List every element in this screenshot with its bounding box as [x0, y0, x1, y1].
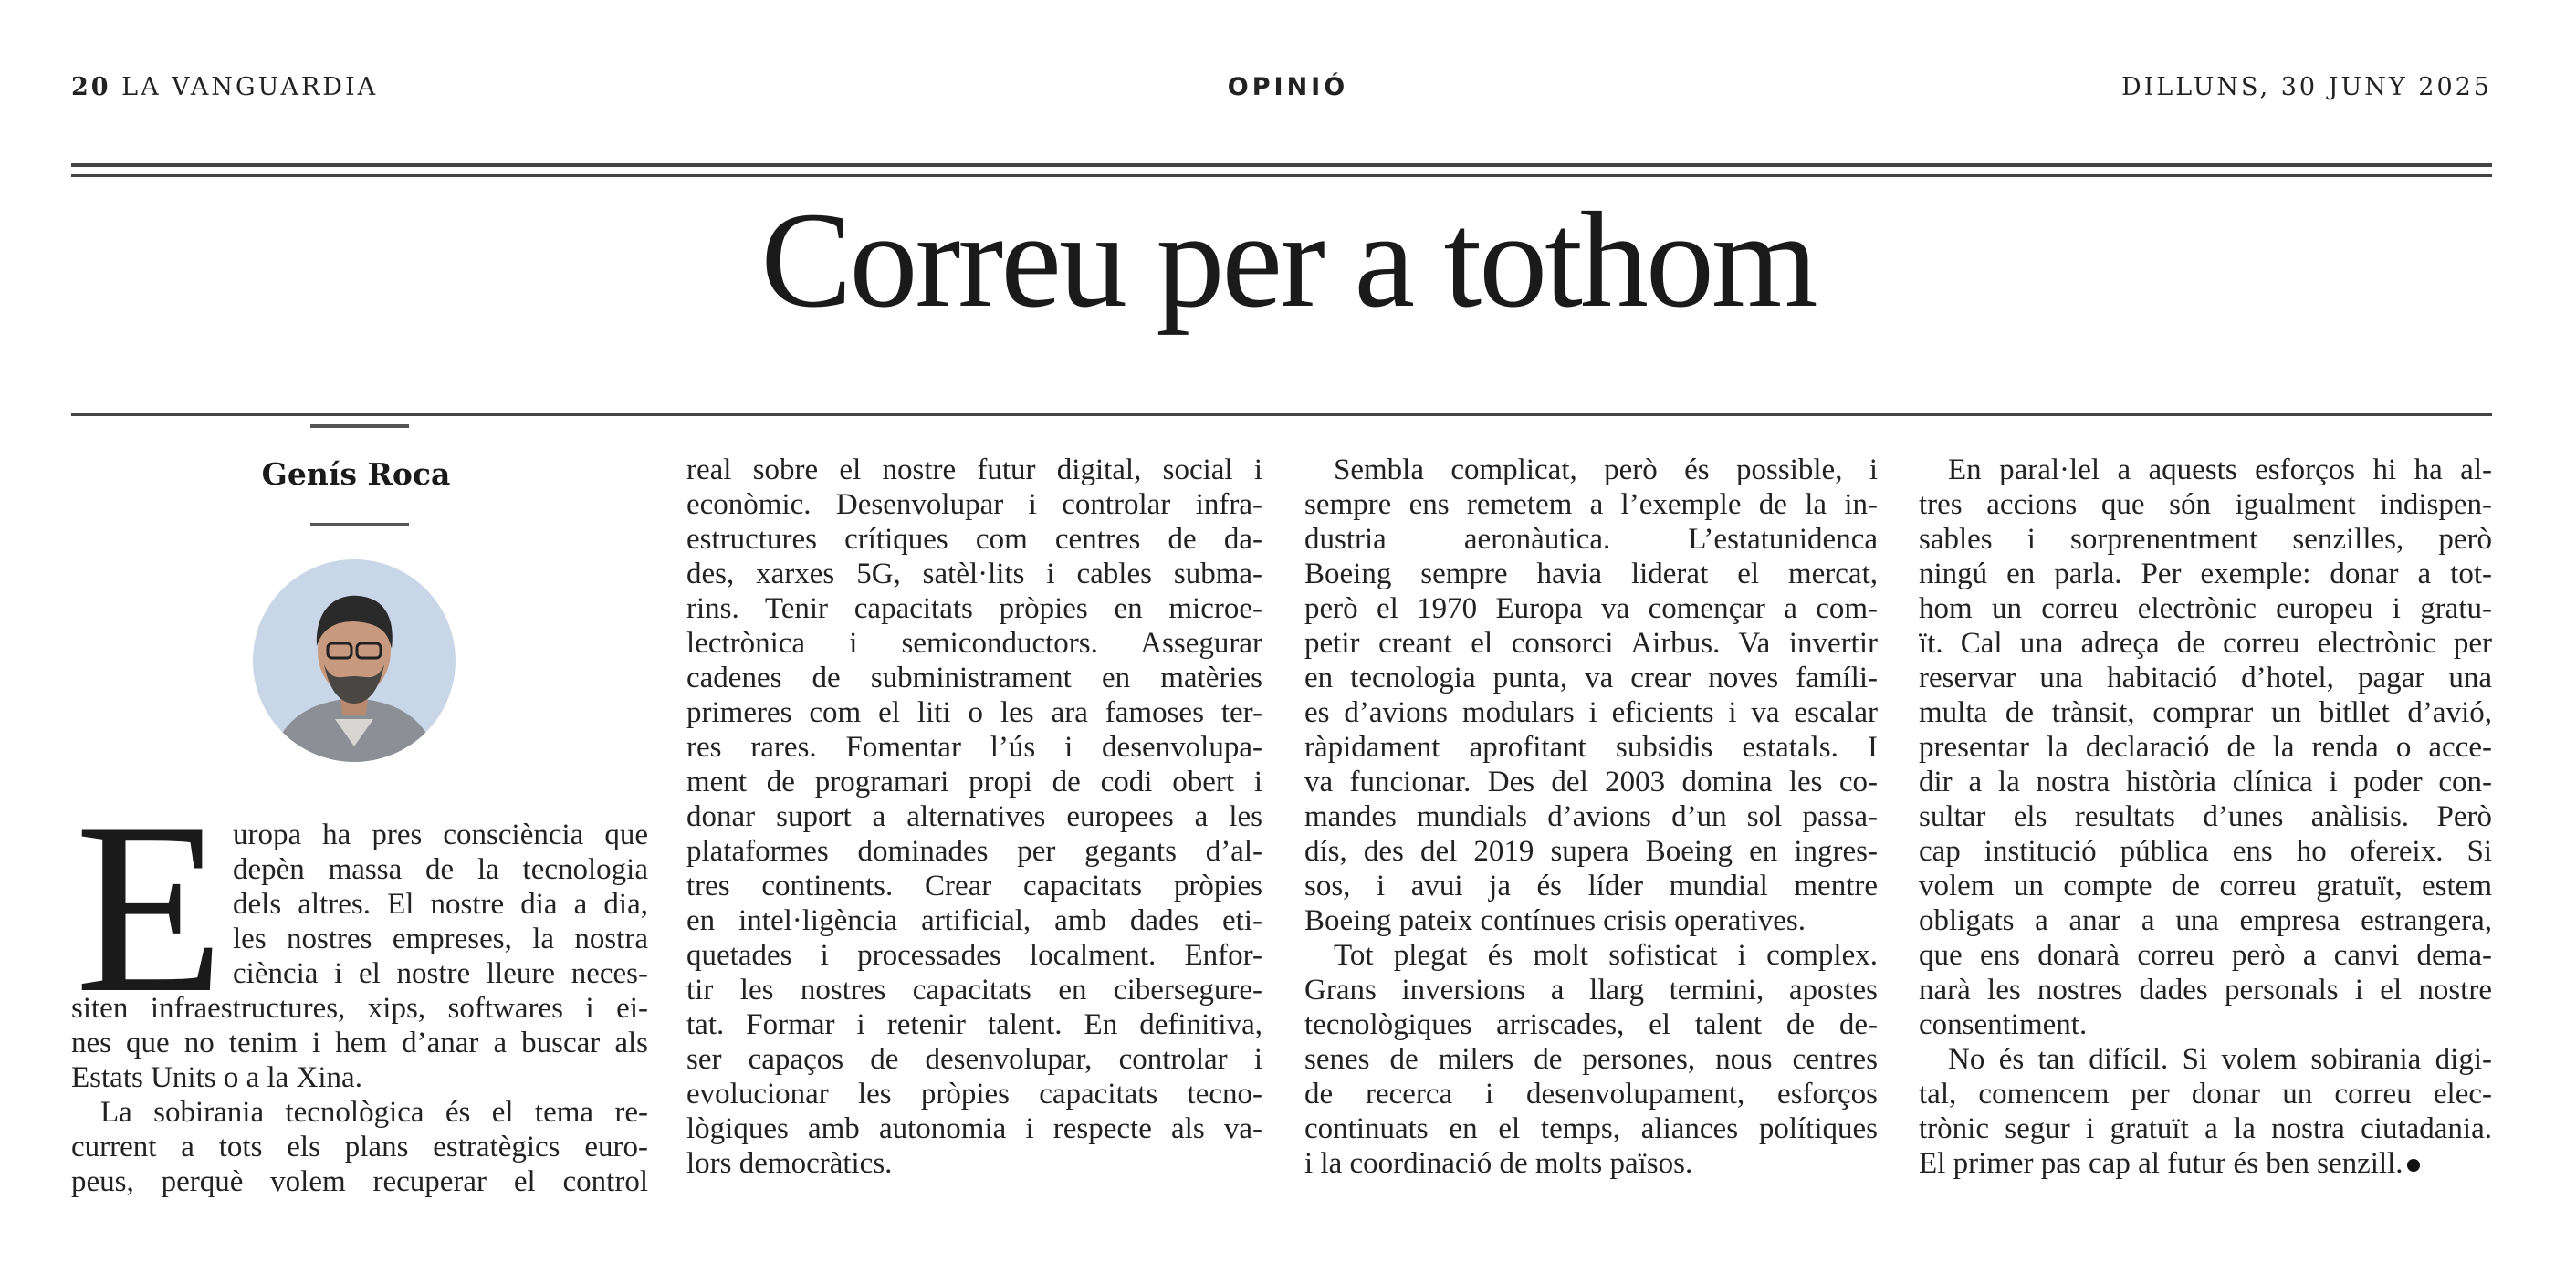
text-line-content: consentiment.	[1919, 1008, 2088, 1041]
text-line	[686, 695, 1262, 730]
text-line	[1304, 938, 1878, 973]
text-line-content: i la coordinació de molts països.	[1304, 1147, 1693, 1180]
text-line	[686, 487, 1262, 522]
text-line-content: tal, comencem per donar un correu elec-	[1919, 1078, 2492, 1111]
text-line	[686, 938, 1262, 973]
article-column-2	[686, 453, 1262, 1181]
text-line	[1304, 522, 1878, 557]
text-line-content: lectrònica i semiconductors. Assegurar	[686, 627, 1262, 660]
text-line	[1304, 765, 1878, 799]
text-line	[686, 765, 1262, 799]
text-line-content: real sobre el nostre futur digital, social i	[686, 454, 1262, 486]
text-line	[1919, 903, 2492, 938]
publication-name: LA VANGUARDIA	[121, 73, 379, 101]
text-line-content: lògiques amb autonomia i respecte als va-	[686, 1112, 1262, 1145]
article-paragraph	[71, 818, 648, 1095]
text-line-content: petir creant el consorci Airbus. Va invertir	[1304, 627, 1878, 660]
text-line-content: dustria aeronàutica. L’estatunidenca	[1304, 523, 1878, 556]
text-line	[1304, 1042, 1878, 1077]
text-line	[1919, 938, 2492, 973]
header-rule-top	[71, 163, 2492, 167]
issue-date: DILLUNS, 30 JUNY 2025	[2120, 73, 2492, 101]
text-line-content: Boeing sempre havia liderat el mercat,	[1304, 558, 1878, 590]
text-line-content: tir les nostres capacitats en cibersegure-	[686, 974, 1262, 1007]
text-line-content: cap institució pública ens ho ofereix. Si	[1919, 835, 2492, 868]
text-line	[71, 991, 648, 1026]
article-paragraph	[1304, 938, 1878, 1181]
text-line-content: de recerca i desenvolupament, esforços	[1304, 1078, 1878, 1111]
article-column-3	[1304, 453, 1878, 1181]
text-line-content: continuats en el temps, aliances polítiques	[1304, 1112, 1878, 1145]
text-line	[1919, 799, 2492, 834]
text-line-content: cadenes de subministrament en matèries	[686, 662, 1262, 694]
text-line	[686, 1007, 1262, 1042]
text-line-content: ït. Cal una adreça de correu electrònic per	[1919, 627, 2492, 660]
text-line	[1919, 973, 2492, 1007]
title-rule	[71, 413, 2492, 416]
text-line	[686, 661, 1262, 695]
text-line	[1919, 1146, 2492, 1181]
drop-cap: E	[75, 772, 225, 1043]
text-line	[686, 869, 1262, 903]
text-line-content: presentar la declaració de la renda o acce-	[1919, 731, 2492, 764]
text-line	[1919, 834, 2492, 869]
text-line	[71, 887, 648, 922]
text-line	[1919, 1042, 2492, 1077]
text-line-content: ciència i el nostre lleure neces-	[233, 957, 648, 990]
text-line	[1304, 1111, 1878, 1146]
text-line-content: en intel·ligència artificial, amb dades eti-	[686, 904, 1262, 937]
text-line-content: Tot plegat és molt sofisticat i complex.	[1334, 939, 1878, 972]
text-line	[686, 730, 1262, 765]
byline-rule-top	[310, 424, 409, 428]
end-mark-icon	[2407, 1159, 2420, 1172]
text-line	[71, 1164, 648, 1199]
text-line-content: dís, des del 2019 supera Boeing en ingres-	[1304, 835, 1878, 868]
article-paragraph	[1919, 1042, 2492, 1181]
text-line-content: No és tan difícil. Si volem sobirania digi-	[1948, 1043, 2492, 1076]
text-line	[686, 1111, 1262, 1146]
text-line	[1304, 903, 1878, 938]
text-line-content: ràpidament aprofitant subsidis estatals. I	[1304, 731, 1878, 764]
text-line-content: es d’avions modulars i eficients i va escalar	[1304, 696, 1878, 729]
text-line-content: Estats Units o a la Xina.	[71, 1061, 362, 1094]
text-line-content: però el 1970 Europa va començar a com-	[1304, 592, 1878, 625]
text-line	[1919, 765, 2492, 799]
article-paragraph	[71, 1095, 648, 1199]
text-line-content: les nostres empreses, la nostra	[233, 923, 648, 955]
text-line-content: rins. Tenir capacitats pròpies en microe-	[686, 592, 1262, 625]
byline-rule-bottom	[310, 523, 409, 526]
text-line-content: peus, perquè volem recuperar el control	[71, 1165, 648, 1198]
text-line	[1919, 869, 2492, 903]
text-line-content: multa de trànsit, comprar un bitllet d’avió,	[1919, 696, 2492, 729]
text-line-content: ningú en parla. Per exemple: donar a tot-	[1919, 558, 2492, 590]
text-line-content: La sobirania tecnològica és el tema re-	[100, 1096, 648, 1129]
article-paragraph	[1919, 453, 2492, 1042]
page-number: 20	[71, 73, 111, 101]
text-line-content: tecnològiques arriscades, el talent de de-	[1304, 1008, 1878, 1041]
text-line	[1304, 695, 1878, 730]
text-line-content: nes que no tenim i hem d’anar a buscar als	[71, 1027, 648, 1059]
text-line	[686, 557, 1262, 591]
text-line-content: sos, i avui ja és líder mundial mentre	[1304, 870, 1878, 902]
text-line-content: quetades i processades localment. Enfor-	[686, 939, 1262, 972]
text-line	[1304, 487, 1878, 522]
text-line-content: ment de programari propi de codi obert i	[686, 766, 1262, 798]
text-line-content: Sembla complicat, però és possible, i	[1334, 454, 1878, 486]
text-line-content: sempre ens remetem a l’exemple de la in-	[1304, 488, 1878, 521]
text-line-content: trònic segur i gratuït a la nostra ciutadania.	[1919, 1112, 2492, 1145]
text-line	[71, 818, 648, 852]
text-line	[1919, 1111, 2492, 1146]
text-line	[686, 453, 1262, 487]
text-line-content: econòmic. Desenvolupar i controlar infra-	[686, 488, 1262, 521]
text-line	[1304, 973, 1878, 1007]
text-line	[686, 973, 1262, 1007]
text-line	[686, 799, 1262, 834]
text-line	[686, 1042, 1262, 1077]
text-line-content: des, xarxes 5G, satèl·lits i cables subma-	[686, 558, 1262, 590]
text-line	[686, 522, 1262, 557]
text-line-content: tat. Formar i retenir talent. En definitiva,	[686, 1008, 1262, 1041]
text-line	[1304, 730, 1878, 765]
text-line-content: va funcionar. Des del 2003 domina les co-	[1304, 766, 1878, 798]
text-line-content: hom un correu electrònic europeu i gratu-	[1919, 592, 2492, 625]
text-line-content: evolucionar les pròpies capacitats tecno-	[686, 1078, 1262, 1111]
text-line	[686, 834, 1262, 869]
text-line-content: uropa ha pres consciència que	[233, 819, 648, 851]
section-name: OPINIÓ	[1227, 73, 1349, 101]
text-line	[686, 626, 1262, 661]
text-line	[1304, 453, 1878, 487]
text-line-content: siten infraestructures, xips, softwares i ei-	[71, 992, 648, 1025]
article-paragraph	[686, 453, 1262, 1181]
text-line	[686, 903, 1262, 938]
text-line-content: tres continents. Crear capacitats pròpies	[686, 870, 1262, 902]
text-line	[71, 852, 648, 887]
text-line-content: res rares. Fomentar l’ús i desenvolupa-	[686, 731, 1262, 764]
text-line	[1304, 591, 1878, 626]
header-rule-bottom	[71, 174, 2492, 177]
text-line	[1304, 661, 1878, 695]
text-line-content: senes de milers de persones, nous centres	[1304, 1043, 1878, 1076]
text-line	[1919, 695, 2492, 730]
text-line-content: volem un compte de correu gratuït, estem	[1919, 870, 2492, 902]
text-line	[1919, 453, 2492, 487]
text-line	[1919, 1007, 2492, 1042]
text-line-content: Boeing pateix contínues crisis operatives.	[1304, 904, 1806, 937]
text-line	[71, 1060, 648, 1095]
text-line-content: sultar els resultats d’unes anàlisis. Però	[1919, 800, 2492, 833]
article-column-4	[1919, 453, 2492, 1181]
text-line	[71, 1130, 648, 1164]
article-paragraph	[1304, 453, 1878, 938]
text-line-content: mandes mundials d’avions d’un sol passa-	[1304, 800, 1878, 833]
text-line-content: narà les nostres dades personals i el nostre	[1919, 974, 2492, 1007]
text-line-content: Grans inversions a llarg termini, apostes	[1304, 974, 1878, 1007]
text-line-content: dels altres. El nostre dia a dia,	[233, 888, 648, 921]
text-line	[1304, 869, 1878, 903]
text-line-content: dir a la nostra història clínica i poder con-	[1919, 766, 2492, 798]
text-line-content: depèn massa de la tecnologia	[233, 853, 648, 886]
text-line	[1919, 557, 2492, 591]
article-title: Correu per a tothom	[760, 184, 1816, 336]
text-line-content: El primer pas cap al futur és ben senzill.	[1919, 1147, 2403, 1180]
author-photo	[253, 559, 456, 762]
text-line	[71, 922, 648, 956]
text-line-content: current a tots els plans estratègics euro-	[71, 1131, 648, 1163]
text-line-content: estructures crítiques com centres de da-	[686, 523, 1262, 556]
text-line-content: sables i sorprenentment senzilles, però	[1919, 523, 2492, 556]
text-line	[1919, 522, 2492, 557]
text-line	[1304, 834, 1878, 869]
text-line-content: lors democràtics.	[686, 1147, 893, 1180]
text-line	[1919, 591, 2492, 626]
text-line	[1919, 487, 2492, 522]
author-byline: Genís Roca	[261, 456, 451, 492]
text-line-content: en tecnologia punta, va crear noves famíli-	[1304, 662, 1878, 694]
text-line	[1304, 557, 1878, 591]
text-line	[1919, 661, 2492, 695]
text-line	[1919, 626, 2492, 661]
text-line-content: tres accions que són igualment indispen-	[1919, 488, 2492, 521]
text-line	[1304, 799, 1878, 834]
text-line-content: donar suport a alternatives europees a les	[686, 800, 1262, 833]
text-line	[686, 591, 1262, 626]
text-line	[1304, 1007, 1878, 1042]
text-line-content: En paral·lel a aquests esforços hi ha al-	[1948, 454, 2492, 486]
text-line	[686, 1077, 1262, 1111]
text-line-content: plataformes dominades per gegants d’al-	[686, 835, 1262, 868]
text-line	[71, 1095, 648, 1130]
text-line	[1304, 626, 1878, 661]
article-column-1	[71, 818, 648, 1199]
text-line-content: primeres com el liti o les ara famoses ter-	[686, 696, 1262, 729]
text-line-content: ser capaços de desenvolupar, controlar i	[686, 1043, 1262, 1076]
text-line	[71, 956, 648, 991]
text-line	[71, 1026, 648, 1060]
text-line	[1919, 1077, 2492, 1111]
text-line-content: que ens donarà correu però a canvi dema-	[1919, 939, 2492, 972]
text-line	[1919, 730, 2492, 765]
author-portrait-icon	[253, 559, 456, 762]
text-line	[1304, 1077, 1878, 1111]
text-line-content: obligats a anar a una empresa estrangera,	[1919, 904, 2492, 937]
text-line-content: reservar una habitació d’hotel, pagar una	[1919, 662, 2492, 694]
text-line	[1304, 1146, 1878, 1181]
text-line	[686, 1146, 1262, 1181]
